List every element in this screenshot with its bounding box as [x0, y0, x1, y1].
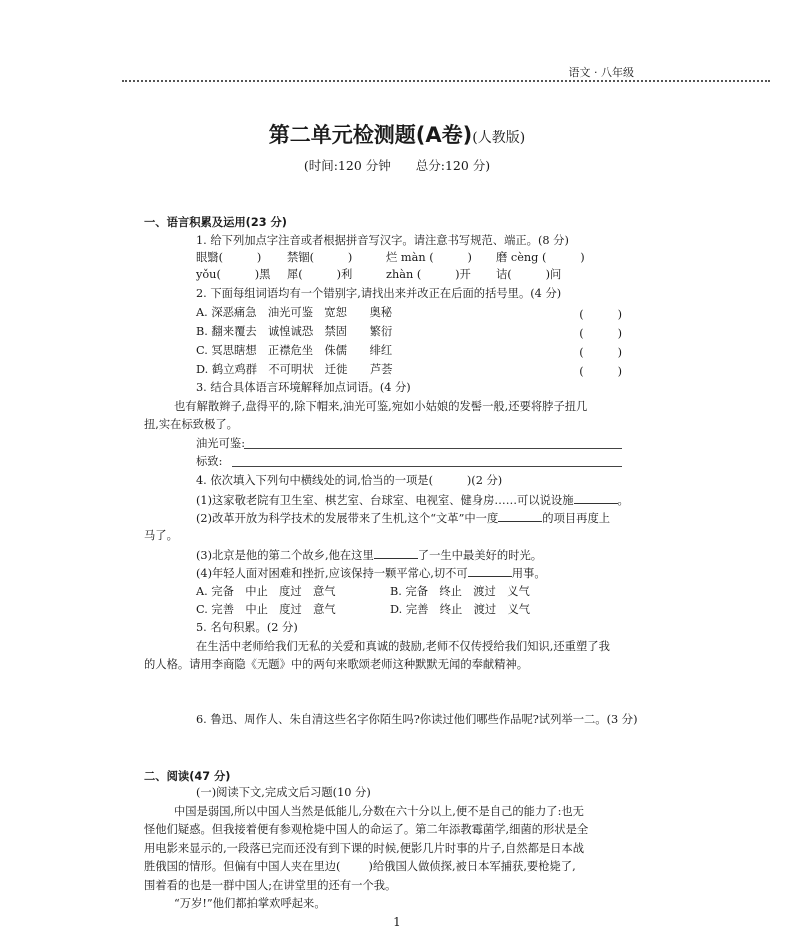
q3-label: 标致:: [196, 455, 223, 468]
title-edition: (人教版): [472, 130, 526, 146]
reading-passage: 用电影来显示的,一段落已完而还没有到下课的时候,便影几片时事的片子,自然都是日本战: [144, 842, 585, 855]
q5-stem: 5. 名句积累。(2 分): [196, 621, 298, 634]
q2-option: B. 翻来覆去 诚惶诚恐 禁固 繁衍: [196, 325, 393, 338]
q4-sentence: (4)年轻人面对困难和挫折,应该保持一颗平常心,切不可 用事。: [196, 567, 546, 580]
q2-option: C. 冥思瞎想 正襟危坐 侏儒 绯红: [196, 344, 393, 357]
q3-passage: 也有解散辫子,盘得平的,除下帽来,油光可鉴,宛如小姑娘的发髻一般,还要将脖子扭几: [174, 400, 588, 413]
page-number: 1: [393, 915, 401, 929]
q3-label: 油光可鉴:: [196, 437, 245, 450]
q4-sentence: (3)北京是他的第二个故乡,他在这里 了一生中最美好的时光。: [196, 549, 543, 562]
q3-passage: 扭,实在标致极了。: [144, 418, 238, 431]
section1-heading: 一、语言积累及运用(23 分): [144, 216, 287, 229]
q4-option: C. 完善 中止 度过 意气: [196, 603, 336, 616]
reading-passage: 怪他们疑惑。但我接着便有参观枪毙中国人的命运了。第二年添教霉菌学,细菌的形状是全: [144, 823, 589, 836]
header-divider: [122, 80, 770, 82]
answer-line[interactable]: [232, 466, 622, 467]
q5-text: 在生活中老师给我们无私的关爱和真诚的鼓励,老师不仅传授给我们知识,还重塑了我: [196, 640, 610, 653]
answer-line[interactable]: [244, 448, 622, 449]
q4-option: A. 完备 中止 度过 意气: [196, 585, 336, 598]
q1-item: 诘( )问: [496, 268, 562, 281]
q2-option: A. 深恶痛急 油光可鉴 宽恕 奥秘: [196, 306, 393, 319]
exam-info: (时间:120 分钟 总分:120 分): [303, 158, 491, 173]
fill-blank[interactable]: [498, 511, 542, 522]
q4-stem: 4. 依次填入下列句中横线处的词,恰当的一项是( )(2 分): [196, 474, 503, 487]
reading-part1-title: (一)阅读下文,完成文后习题(10 分): [196, 786, 371, 799]
q4-sentence: (1)这家敬老院有卫生室、棋艺室、台球室、电视室、健身房……可以说设施 。: [196, 494, 629, 507]
fill-blank[interactable]: [374, 548, 418, 559]
reading-passage: 中国是弱国,所以中国人当然是低能儿,分数在六十分以上,便不是自己的能力了:也无: [174, 805, 584, 818]
q4-option: B. 完备 终止 渡过 义气: [390, 585, 530, 598]
fill-blank[interactable]: [468, 566, 512, 577]
q2-option: D. 鹤立鸡群 不可明状 迁徙 芦荟: [196, 363, 393, 376]
q5-text: 的人格。请用李商隐《无题》中的两句来歌颂老师这种默默无闻的奉献精神。: [144, 658, 529, 671]
q4-option: D. 完善 终止 渡过 义气: [390, 603, 531, 616]
answer-paren[interactable]: ( ): [579, 346, 622, 359]
q1-item: 烂 màn ( ): [386, 251, 472, 264]
q1-item: 犀( )利: [287, 268, 353, 281]
answer-paren[interactable]: ( ): [579, 327, 622, 340]
q1-item: 磨 cèng ( ): [496, 251, 585, 264]
section2-heading: 二、阅读(47 分): [144, 770, 231, 783]
title-main: 第二单元检测题(A卷): [268, 123, 473, 147]
reading-passage: “万岁!”他们都拍掌欢呼起来。: [174, 897, 326, 910]
q1-item: 禁锢( ): [287, 251, 353, 264]
q4-sentence: (2)改革开放为科学技术的发展带来了生机,这个“文革”中一度 的项目再度上: [196, 512, 611, 525]
q1-item: 眼翳( ): [196, 251, 262, 264]
answer-paren[interactable]: ( ): [579, 308, 622, 321]
q1-item: zhàn ( )开: [386, 268, 471, 281]
page-title: [0, 119, 794, 149]
answer-paren[interactable]: ( ): [579, 365, 622, 378]
q4-sentence: 马了。: [144, 529, 178, 542]
q6-stem: 6. 鲁迅、周作人、朱自清这些名字你陌生吗?你读过他们哪些作品呢?试列举一二。(3 分): [196, 713, 638, 726]
reading-passage: 胜俄国的情形。但偏有中国人夹在里边( )给俄国人做侦探,被日本军捕获,要枪毙了,: [144, 860, 576, 873]
q3-stem: 3. 结合具体语言环境解释加点词语。(4 分): [196, 381, 411, 394]
header-subject-grade: 语文 · 八年级: [568, 66, 634, 79]
q1-stem: 1. 给下列加点字注音或者根据拼音写汉字。请注意书写规范、端正。(8 分): [196, 234, 569, 247]
reading-passage: 围着看的也是一群中国人;在讲堂里的还有一个我。: [144, 879, 397, 892]
q1-item: yǒu( )黑: [196, 268, 271, 281]
fill-blank[interactable]: [574, 493, 618, 504]
q2-stem: 2. 下面每组词语均有一个错别字,请找出来并改正在后面的括号里。(4 分): [196, 287, 562, 300]
